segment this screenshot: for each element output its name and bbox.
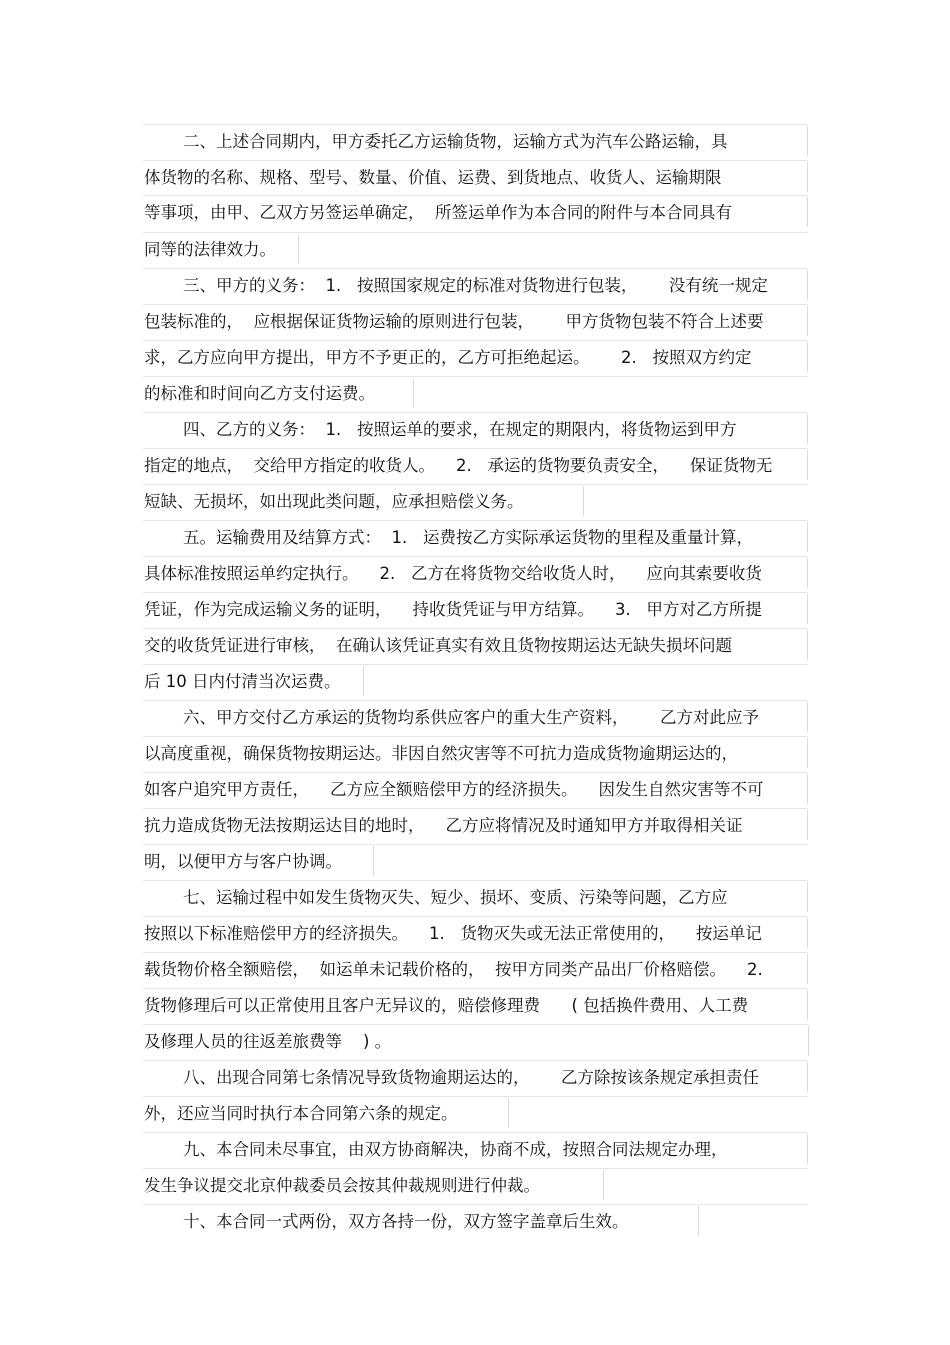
line-end-marker [807,1062,808,1092]
text-line [143,592,808,628]
line-guide [143,376,808,377]
clause-7-line-5: 及修理人员的往返差旅费等 ) 。 [144,1032,392,1051]
clause-5-line-3: 凭证，作为完成运输义务的证明， 持收货凭证与甲方结算。 3. 甲方对乙方所提 [144,600,762,619]
line-end-marker [807,270,808,300]
line-end-marker [807,126,808,156]
line-guide [143,556,808,557]
text-line [143,1096,808,1132]
line-end-marker [603,1170,604,1200]
clause-6-line-2: 以高度重视，确保货物按期运达。非因自然灾害等不可抗力造成货物逾期运达的， [144,744,738,763]
line-guide [143,124,808,125]
text-line [143,1204,808,1240]
text-line [143,844,808,880]
line-end-marker [807,918,808,948]
line-end-marker [363,666,364,696]
clause-3-line-4: 的标准和时间向乙方支付运费。 [144,384,375,403]
line-guide [143,844,808,845]
line-end-marker [808,1026,809,1056]
clause-7-line-1: 七、运输过程中如发生货物灭失、短少、损坏、变质、污染等问题，乙方应 [183,888,728,907]
line-end-marker [807,558,808,588]
line-guide [143,160,808,161]
clause-2-line-4: 同等的法律效力。 [144,240,276,259]
line-guide [143,340,808,341]
line-guide [143,268,808,269]
text-line [143,484,808,520]
line-guide [143,484,808,485]
text-line [143,124,808,160]
line-guide [143,232,808,233]
line-end-marker [373,846,374,876]
text-line [143,628,808,664]
clause-4-line-1: 四、乙方的义务： 1. 按照运单的要求，在规定的期限内，将货物运到甲方 [183,420,737,439]
clause-4-line-2: 指定的地点， 交给甲方指定的收货人。 2. 承运的货物要负责安全， 保证货物无 [144,456,773,475]
line-guide [143,916,808,917]
text-line [143,520,808,556]
text-line [143,952,808,988]
clause-9-line-1: 九、本合同未尽事宜，由双方协商解决，协商不成，按照合同法规定办理， [183,1140,728,1159]
clause-5-line-4: 交的收货凭证进行审核， 在确认该凭证真实有效且货物按期运达无缺失损坏问题 [144,636,732,655]
line-end-marker [807,342,808,372]
text-line [143,772,808,808]
clause-5-line-2: 具体标准按照运单约定执行。 2. 乙方在将货物交给收货人时， 应向其索要收货 [144,564,762,583]
text-line [143,1060,808,1096]
line-guide [143,664,808,665]
line-guide [143,880,808,881]
line-guide [143,988,808,989]
line-end-marker [413,378,414,408]
text-line [143,736,808,772]
line-guide [143,448,808,449]
line-guide [143,1132,808,1133]
clause-3-line-1: 三、甲方的义务： 1. 按照国家规定的标准对货物进行包装， 没有统一规定 [183,276,768,295]
line-end-marker [807,594,808,624]
line-end-marker [807,1134,808,1164]
line-end-marker [807,522,808,552]
text-line [143,988,808,1024]
clause-8-line-2: 外，还应当同时执行本合同第六条的规定。 [144,1104,458,1123]
text-line [143,880,808,916]
text-line [143,376,808,412]
line-end-marker [508,1098,509,1128]
text-line [143,1024,808,1060]
clause-3-line-3: 求，乙方应向甲方提出，甲方不予更正的，乙方可拒绝起运。 2. 按照双方约定 [144,348,752,367]
clause-2-line-3: 等事项，由甲、乙双方另签运单确定， 所签运单作为本合同的附件与本合同具有 [144,203,732,222]
line-end-marker [807,450,808,480]
line-end-marker [807,197,808,227]
line-guide [143,592,808,593]
text-line [143,556,808,592]
clause-9-line-2: 发生争议提交北京仲裁委员会按其仲裁规则进行仲裁。 [144,1176,540,1195]
clause-6-line-3: 如客户追究甲方责任， 乙方应全额赔偿甲方的经济损失。 因发生自然灾害等不可 [144,780,764,799]
line-guide [143,1024,808,1025]
text-line [143,664,808,700]
text-line [143,1168,808,1204]
text-line [143,412,808,448]
line-end-marker [583,486,584,516]
line-end-marker [807,990,808,1020]
clause-3-line-2: 包装标准的， 应根据保证货物运输的原则进行包装， 甲方货物包装不符合上述要 [144,312,764,331]
line-guide [143,195,808,196]
text-line [143,916,808,952]
clause-6-line-4: 抗力造成货物无法按期运达目的地时， 乙方应将情况及时通知甲方并取得相关证 [144,816,743,835]
clause-8-line-1: 八、出现合同第七条情况导致货物逾期运达的， 乙方除按该条规定承担责任 [183,1068,759,1087]
line-guide [143,808,808,809]
line-end-marker [807,630,808,660]
clause-4-line-3: 短缺、无损坏，如出现此类问题，应承担赔偿义务。 [144,492,524,511]
line-guide [143,628,808,629]
line-guide [143,1204,808,1205]
text-line [143,195,808,231]
clause-2-line-1: 二、上述合同期内，甲方委托乙方运输货物，运输方式为汽车公路运输，具 [183,132,728,151]
line-guide [143,1060,808,1061]
clause-5-line-1: 五。运输费用及结算方式： 1. 运费按乙方实际承运货物的里程及重量计算， [183,528,753,547]
line-end-marker [807,774,808,804]
clause-6-line-1: 六、甲方交付乙方承运的货物均系供应客户的重大生产资料， 乙方对此应予 [183,708,759,727]
line-end-marker [807,882,808,912]
line-end-marker [807,414,808,444]
line-guide [143,1096,808,1097]
text-line [143,304,808,340]
clause-10-line-1: 十、本合同一式两份，双方各持一份，双方签字盖章后生效。 [183,1212,629,1231]
line-end-marker [807,306,808,336]
clause-5-line-5: 后 10 日内付清当次运费。 [144,672,341,691]
text-line [143,268,808,304]
text-line [143,160,808,196]
line-end-marker [298,234,299,264]
text-line [143,232,808,268]
line-end-marker [807,810,808,840]
clause-2-line-2: 体货物的名称、规格、型号、数量、价值、运费、到货地点、收货人、运输期限 [144,168,722,187]
line-end-marker [807,954,808,984]
text-line [143,700,808,736]
line-guide [143,1168,808,1169]
text-line [143,340,808,376]
line-end-marker [807,738,808,768]
clause-6-line-5: 明，以便甲方与客户协调。 [144,852,342,871]
line-guide [143,952,808,953]
line-guide [143,412,808,413]
line-end-marker [807,162,808,192]
text-line [143,808,808,844]
text-line [143,1132,808,1168]
line-guide [143,304,808,305]
line-end-marker [807,702,808,732]
line-guide [143,772,808,773]
clause-7-line-4: 货物修理后可以正常使用且客户无异议的，赔偿修理费 ( 包括换件费用、人工费 [144,996,749,1015]
line-guide [143,736,808,737]
clause-7-line-3: 载货物价格全额赔偿， 如运单未记载价格的， 按甲方同类产品出厂价格赔偿。 2. [144,960,763,979]
line-guide [143,520,808,521]
line-end-marker [698,1206,699,1236]
clause-7-line-2: 按照以下标准赔偿甲方的经济损失。 1. 货物灭失或无法正常使用的， 按运单记 [144,924,762,943]
line-guide [143,700,808,701]
text-line [143,448,808,484]
